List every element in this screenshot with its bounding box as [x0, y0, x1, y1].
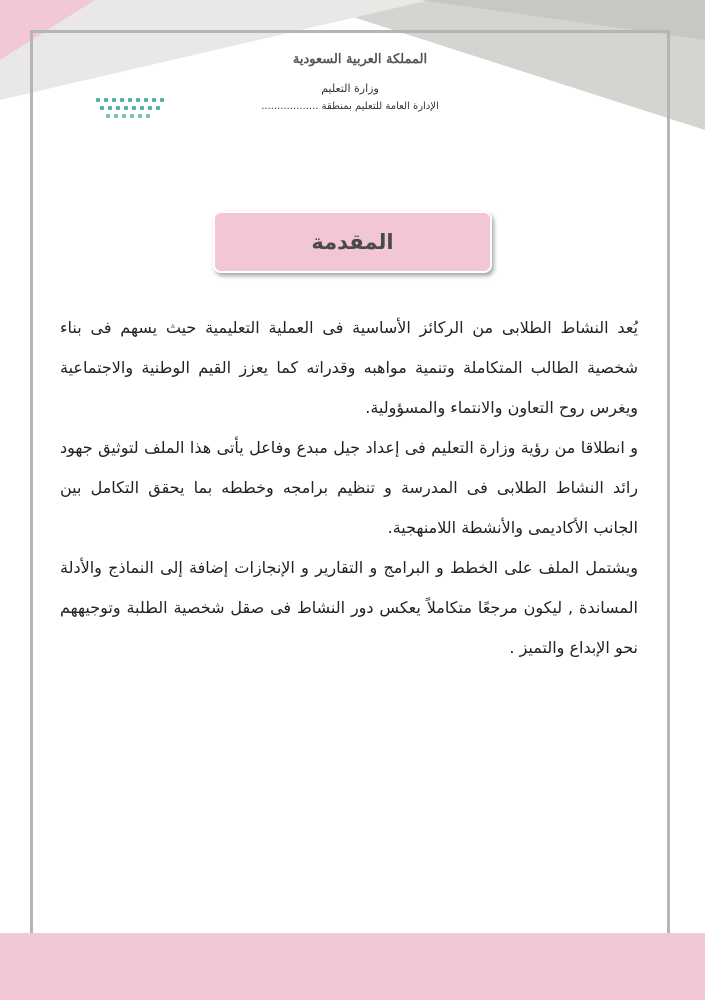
footer-band	[0, 933, 705, 1000]
title-box	[213, 211, 492, 273]
ministry-of-education-logo-icon	[96, 96, 166, 120]
intro-body	[60, 308, 638, 668]
kingdom-emblem-text: المملكة العربية السعودية	[292, 52, 428, 67]
paragraph-3: ويشتمل الملف على الخطط و البرامج و التقارير و الإنجازات إضافة إلى النماذج والأدلة المساندة , ليكون مرجعًا متكاملاً يعكس دور النشاط فى صقل شخصية الطلبة وتوجيههم نحو الإبداع والتميز .	[60, 558, 638, 657]
paragraph-1: يُعد النشاط الطلابى من الركائز الأساسية فى العملية التعليمية حيث يسهم فى بناء شخصية الطالب المتكاملة وتنمية مواهبه وقدراته كما يعزز القيم الوطنية والاجتماعية ويغرس روح التعاون والانتماء والمسؤولية.	[60, 318, 638, 417]
ministry-name: وزارة التعليم	[321, 82, 379, 95]
administration-line: الإدارة العامة للتعليم بمنطقة ..................	[261, 101, 439, 112]
page-title: المقدمة	[311, 230, 394, 254]
paragraph-2: و انطلاقا من رؤية وزارة التعليم فى إعداد جيل مبدع وفاعل يأتى هذا الملف لتوثيق جهود رائد النشاط الطلابى فى المدرسة و تنظيم برامجه وخططه بما يحقق التكامل بين الجانب الأكاديمى والأنشطة اللامنهجية.	[60, 438, 638, 537]
